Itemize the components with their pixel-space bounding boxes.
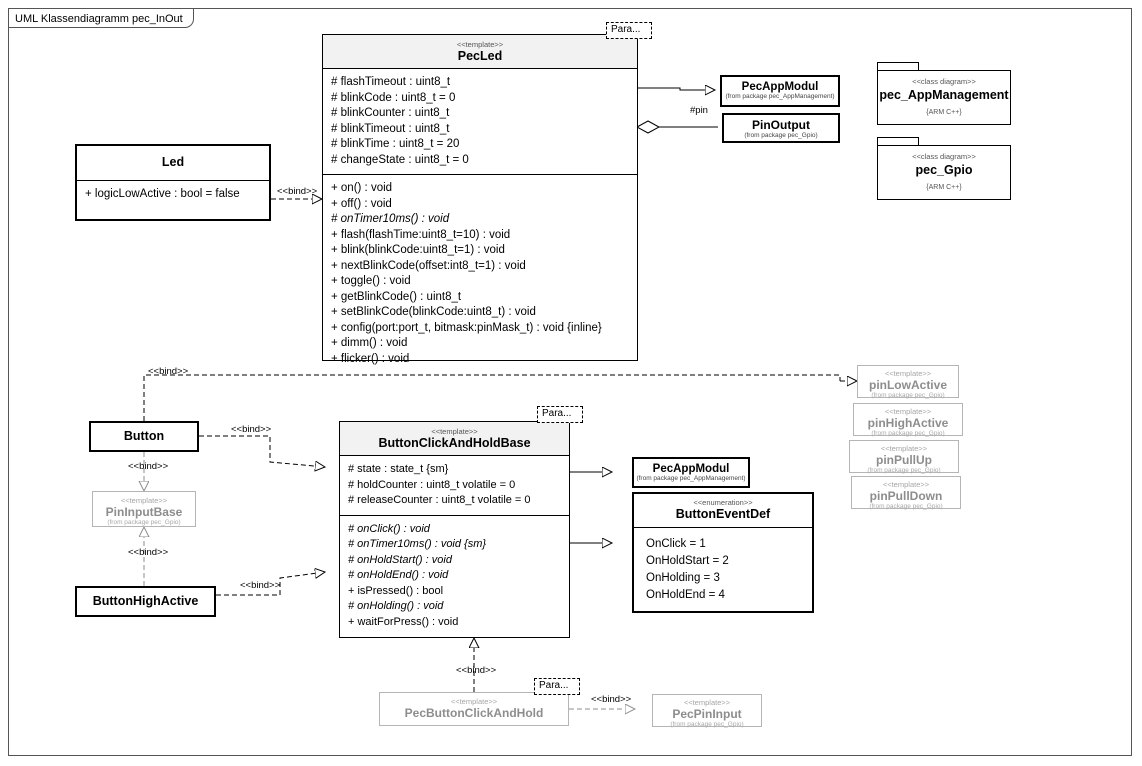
- package-language: {ARM C++}: [926, 184, 962, 191]
- class-package-origin: (from package pec_Gpio): [871, 430, 945, 437]
- operation-row: + config(port:port_t, bitmask:pinMask_t) : void {inline}: [331, 321, 602, 334]
- class-package-origin: (from package pec_Gpio): [670, 721, 744, 728]
- class-name: PinInputBase: [105, 505, 183, 519]
- class-package-origin: (from package pec_Gpio): [869, 503, 943, 510]
- edge-label-bind-pecbutton-up: <<bind>>: [456, 665, 497, 676]
- package-pec-appmanagement[interactable]: [877, 62, 1011, 125]
- edge-label-bind-button-left: <<bind>>: [231, 424, 272, 435]
- attribute-row: + logicLowActive : bool = false: [85, 188, 240, 200]
- class-pininputbase[interactable]: [92, 491, 196, 527]
- class-pecled-stereotype: <<template>>: [456, 40, 504, 49]
- package-language: {ARM C++}: [926, 109, 962, 116]
- class-package-origin: (from package pec_Gpio): [871, 392, 945, 399]
- edge-label-bind-button-top: <<bind>>: [148, 366, 189, 377]
- package-body: [877, 70, 1011, 125]
- class-name: PecButtonClickAndHold: [404, 706, 544, 720]
- class-stereotype: <<enumeration>>: [693, 498, 753, 507]
- package-body: [877, 145, 1011, 200]
- enum-literal: OnClick = 1: [646, 538, 706, 550]
- class-stereotype: <<template>>: [450, 697, 498, 706]
- class-pecappmodul-top[interactable]: [720, 75, 840, 107]
- class-package-origin: (from package pec_AppManagement): [636, 475, 746, 482]
- package-name: pec_AppManagement: [879, 88, 1009, 102]
- class-pecled-template-params: Para...: [606, 22, 652, 39]
- attribute-row: # blinkCode : uint8_t = 0: [331, 91, 456, 104]
- class-buttonclickandholdbase-operations: [340, 515, 569, 637]
- edge-label-bind-highactive-right: <<bind>>: [240, 580, 281, 591]
- attribute-row: # changeState : uint8_t = 0: [331, 153, 469, 166]
- class-buttonclickandholdbase-title: [340, 422, 569, 455]
- class-buttonclickandholdbase[interactable]: [339, 421, 570, 638]
- class-pinlowactive[interactable]: [857, 365, 959, 398]
- package-stereotype: <<class diagram>>: [912, 152, 976, 161]
- attribute-row: # flashTimeout : uint8_t: [331, 76, 451, 88]
- operation-row: + dimm() : void: [331, 337, 408, 349]
- enum-literal: OnHoldEnd = 4: [646, 589, 725, 601]
- attribute-row: # releaseCounter : uint8_t volatile = 0: [348, 494, 531, 506]
- operation-row: + blink(blinkCode:uint8_t=1) : void: [331, 244, 505, 256]
- class-pinpulldown-title: [852, 477, 960, 511]
- edge-label-bind-button-pininput: <<bind>>: [128, 461, 169, 472]
- class-package-origin: (from package pec_Gpio): [867, 467, 941, 474]
- class-pinlowactive-title: [858, 366, 958, 400]
- class-name: pinLowActive: [868, 378, 947, 392]
- class-name: PecAppModul: [652, 463, 730, 475]
- class-pinoutput-title: [724, 115, 838, 140]
- operation-row: + nextBlinkCode(offset:int8_t=1) : void: [331, 259, 526, 272]
- class-pecled-name: PecLed: [457, 49, 503, 63]
- class-stereotype: <<template>>: [880, 444, 928, 453]
- class-buttoneventdef[interactable]: [632, 492, 814, 613]
- edge-label-bind-pecbutton-right: <<bind>>: [591, 694, 632, 705]
- operation-row: + off() : void: [331, 197, 392, 210]
- class-button-title: Button: [123, 429, 165, 443]
- attribute-row: # state : state_t {sm}: [348, 463, 449, 475]
- package-pec-gpio[interactable]: [877, 137, 1011, 200]
- operation-row: + flicker() : void: [331, 352, 410, 365]
- attribute-row: # blinkTimeout : uint8_t: [331, 122, 450, 135]
- class-buttonclickandholdbase-template-params: Para...: [537, 406, 583, 423]
- class-pinpullup-title: [850, 441, 958, 475]
- edge-label-bind-pininput-high: <<bind>>: [128, 547, 169, 558]
- class-led[interactable]: [75, 144, 271, 221]
- attribute-row: # blinkTime : uint8_t = 20: [331, 138, 460, 150]
- operation-row: + setBlinkCode(blinkCode:uint8_t) : void: [331, 306, 536, 318]
- package-name: pec_Gpio: [915, 163, 973, 177]
- class-name: pinPullDown: [869, 489, 943, 503]
- class-name: PinOutput: [752, 118, 810, 132]
- operation-row: # onTimer10ms() : void: [331, 213, 450, 225]
- enum-literal: OnHoldStart = 2: [646, 555, 729, 567]
- operation-row: + waitForPress() : void: [348, 615, 459, 628]
- class-pinoutput[interactable]: [722, 113, 840, 143]
- class-pecled-attributes: [323, 68, 637, 174]
- class-pecled-title: [323, 35, 637, 68]
- attribute-row: # holdCounter : uint8_t volatile = 0: [348, 478, 516, 491]
- class-pinpullup[interactable]: [849, 440, 959, 473]
- diagram-frame-label: UML Klassendiagramm pec_InOut: [8, 8, 194, 28]
- class-led-title: Led: [161, 155, 185, 169]
- class-pininputbase-title: [93, 492, 195, 527]
- class-pinhighactive[interactable]: [853, 403, 963, 436]
- package-tab: [877, 62, 919, 70]
- class-button[interactable]: [89, 421, 199, 452]
- class-package-origin: (from package pec_AppManagement): [725, 93, 835, 100]
- enum-literal: OnHolding = 3: [646, 572, 720, 584]
- class-name: ButtonEventDef: [675, 507, 771, 521]
- class-pinhighactive-title: [854, 404, 962, 438]
- class-pecbuttonclickandhold[interactable]: [379, 692, 569, 726]
- class-name: pinHighActive: [867, 416, 949, 430]
- class-stereotype: <<template>>: [120, 496, 168, 505]
- edge-label-bind-led: <<bind>>: [277, 186, 318, 197]
- class-buttonhighactive-title: ButtonHighActive: [92, 594, 199, 608]
- package-tab: [877, 137, 919, 145]
- class-stereotype: <<template>>: [431, 427, 478, 436]
- class-stereotype: <<template>>: [683, 698, 731, 707]
- class-led-attributes: [77, 180, 269, 209]
- class-pecpininput[interactable]: [652, 694, 762, 727]
- class-package-origin: (from package pec_Gpio): [107, 519, 181, 526]
- operation-row: + getBlinkCode() : uint8_t: [331, 290, 462, 303]
- operation-row: + toggle() : void: [331, 275, 411, 287]
- operation-row: # onClick() : void: [348, 522, 430, 535]
- class-pecbuttonclickandhold-title: [380, 693, 568, 720]
- class-pecpininput-title: [653, 695, 761, 729]
- edge-label-pin-role: #pin: [690, 105, 708, 116]
- package-stereotype: <<class diagram>>: [912, 77, 976, 86]
- operation-row: + on() : void: [331, 182, 393, 194]
- class-pecled-operations: [323, 174, 637, 373]
- operation-row: + flash(flashTime:uint8_t=10) : void: [331, 228, 511, 241]
- class-pecappmodul-mid[interactable]: [632, 457, 750, 488]
- operation-row: # onHoldStart() : void: [348, 553, 452, 566]
- class-pecappmodul-top-title: [722, 77, 838, 101]
- class-stereotype: <<template>>: [882, 480, 930, 489]
- class-pecbuttonclickandhold-template-params: Para...: [534, 678, 580, 695]
- class-pecappmodul-mid-title: [634, 459, 748, 483]
- attribute-row: # blinkCounter : uint8_t: [331, 107, 450, 119]
- class-name: PecPinInput: [672, 707, 742, 721]
- class-pinpulldown[interactable]: [851, 476, 961, 509]
- class-pecled[interactable]: [322, 34, 638, 365]
- class-stereotype: <<template>>: [884, 407, 932, 416]
- class-buttoneventdef-title: [634, 494, 812, 527]
- operation-row: # onHoldEnd() : void: [348, 569, 449, 581]
- class-name: pinPullUp: [876, 453, 932, 467]
- class-stereotype: <<template>>: [884, 369, 932, 378]
- class-package-origin: (from package pec_Gpio): [744, 132, 818, 139]
- operation-row: # onTimer10ms() : void {sm}: [348, 538, 487, 550]
- class-buttonclickandholdbase-attributes: [340, 455, 569, 515]
- class-name: ButtonClickAndHoldBase: [378, 436, 531, 450]
- class-buttonhighactive[interactable]: [75, 586, 216, 617]
- class-name: PecAppModul: [741, 81, 819, 93]
- class-buttoneventdef-literals: [634, 527, 812, 612]
- operation-row: # onHolding() : void: [348, 600, 444, 612]
- operation-row: + isPressed() : bool: [348, 584, 444, 597]
